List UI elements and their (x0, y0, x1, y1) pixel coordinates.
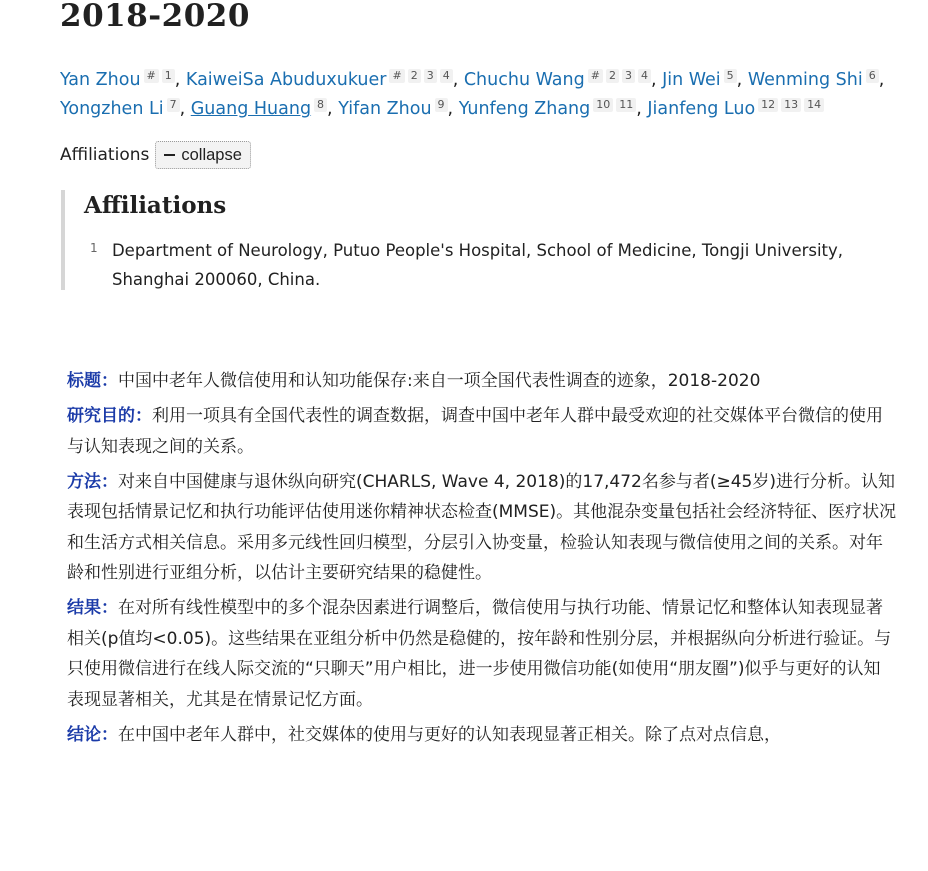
author-ref[interactable]: 13 (781, 98, 801, 112)
affiliations-panel (61, 190, 891, 290)
section-label: 结论： (67, 724, 118, 745)
article-title: 2018-2020 (60, 0, 250, 34)
author-link[interactable]: Yongzhen Li (60, 99, 164, 119)
author-ref[interactable]: 4 (638, 69, 651, 83)
author-ref[interactable]: 10 (593, 98, 613, 112)
author-link[interactable]: Guang Huang (190, 99, 312, 119)
author-ref[interactable]: 3 (622, 69, 635, 83)
section-text: 在中国中老年人群中，社交媒体的使用与更好的认知表现显著正相关。除了点对点信息， (118, 724, 781, 745)
collapse-affiliations-button[interactable] (155, 141, 251, 169)
author-item: Guang Huang 8 , (190, 98, 339, 119)
author-ref[interactable]: # (144, 69, 159, 83)
section-label: 结果： (67, 598, 118, 618)
collapse-label: collapse (181, 145, 242, 164)
author-ref[interactable]: 3 (424, 69, 437, 83)
author-item: Chuchu Wang # 2 3 4 , (463, 69, 663, 90)
abstract-section-conclusion (67, 720, 897, 751)
author-link[interactable]: Yunfeng Zhang (458, 99, 591, 119)
section-label: 研究目的： (67, 406, 152, 426)
author-item (647, 99, 824, 119)
section-text: 中国中老年人微信使用和认知功能保存:来自一项全国代表性调查的迹象，2018-2020 (118, 371, 761, 391)
author-item: Wenming Shi 6 , (747, 69, 885, 90)
author-link[interactable]: Jianfeng Luo (647, 99, 756, 119)
author-ref[interactable]: # (389, 69, 404, 83)
author-ref[interactable]: 1 (162, 69, 175, 83)
author-item: Yifan Zhou 9 , (338, 98, 459, 119)
affiliations-heading: Affiliations (84, 192, 227, 219)
author-link[interactable]: Chuchu Wang (463, 70, 585, 90)
abstract-section-title (67, 366, 897, 397)
affiliation-item (84, 236, 891, 294)
section-label: 标题： (67, 371, 118, 391)
author-link[interactable]: Jin Wei (662, 70, 721, 90)
author-item: Yongzhen Li 7 , (60, 98, 191, 119)
author-list (60, 66, 900, 124)
section-label: 方法： (67, 471, 118, 492)
affiliation-number: 1 (90, 241, 98, 255)
author-link[interactable]: KaiweiSa Abuduxukuer (185, 70, 387, 90)
abstract-section-results (67, 593, 897, 715)
author-ref[interactable]: 9 (435, 98, 448, 112)
author-ref[interactable]: 5 (724, 69, 737, 83)
author-ref[interactable]: 2 (606, 69, 619, 83)
section-text: 在对所有线性模型中的多个混杂因素进行调整后，微信使用与执行功能、情景记忆和整体认知表现显著相关(p值均<0.05)。这些结果在亚组分析中仍然是稳健的，按年龄和性别分层，并根据纵向分析进行验证。与只使用微信进行在线人际交流的“只聊天”用户相比，进一步使用微信功能(如使用“朋友圈”)似乎与更好的认知表现显著相关，尤其是在情景记忆方面。 (67, 598, 892, 710)
author-ref[interactable]: 14 (804, 98, 824, 112)
section-text: 对来自中国健康与退休纵向研究(CHARLS, Wave 4, 2018)的17,472名参与者(≥45岁)进行分析。认知表现包括情景记忆和执行功能评估使用迷你精神状态检查(MMSE)。其他混杂变量包括社会经济特征、医疗状况和生活方式相关信息。采用多元线性回归模型，分层引入协变量，检验认知表现与微信使用之间的关系。对年龄和性别进行亚组分析，以估计主要研究结果的稳健性。 (67, 471, 897, 583)
section-text: 利用一项具有全国代表性的调查数据，调查中国中老年人群中最受欢迎的社交媒体平台微信的使用与认知表现之间的关系。 (67, 406, 883, 457)
minus-icon (164, 154, 175, 156)
author-link[interactable]: Yifan Zhou (338, 99, 432, 119)
author-link[interactable]: Yan Zhou (60, 70, 141, 90)
affiliation-text: Department of Neurology, Putuo People's Hospital, School of Medicine, Tongji University, Shanghai 200060, China. (111, 241, 844, 289)
author-item: Yan Zhou # 1 , (60, 69, 186, 90)
author-ref[interactable]: 2 (408, 69, 421, 83)
author-ref[interactable]: 6 (866, 69, 879, 83)
author-ref[interactable]: # (588, 69, 603, 83)
abstract (67, 366, 897, 755)
author-ref[interactable]: 11 (616, 98, 636, 112)
author-ref[interactable]: 4 (440, 69, 453, 83)
affiliations-label: Affiliations (60, 145, 150, 165)
abstract-section-objective (67, 401, 897, 462)
author-ref[interactable]: 7 (167, 98, 180, 112)
author-ref[interactable]: 8 (314, 98, 327, 112)
author-item: KaiweiSa Abuduxukuer # 2 3 4 , (185, 69, 464, 90)
author-item: Yunfeng Zhang 10 11 , (458, 98, 648, 119)
author-item: Jin Wei 5 , (662, 69, 748, 90)
author-ref[interactable]: 12 (758, 98, 778, 112)
affiliations-toggle-row (60, 140, 251, 170)
abstract-section-methods (67, 467, 897, 589)
author-link[interactable]: Wenming Shi (747, 70, 863, 90)
